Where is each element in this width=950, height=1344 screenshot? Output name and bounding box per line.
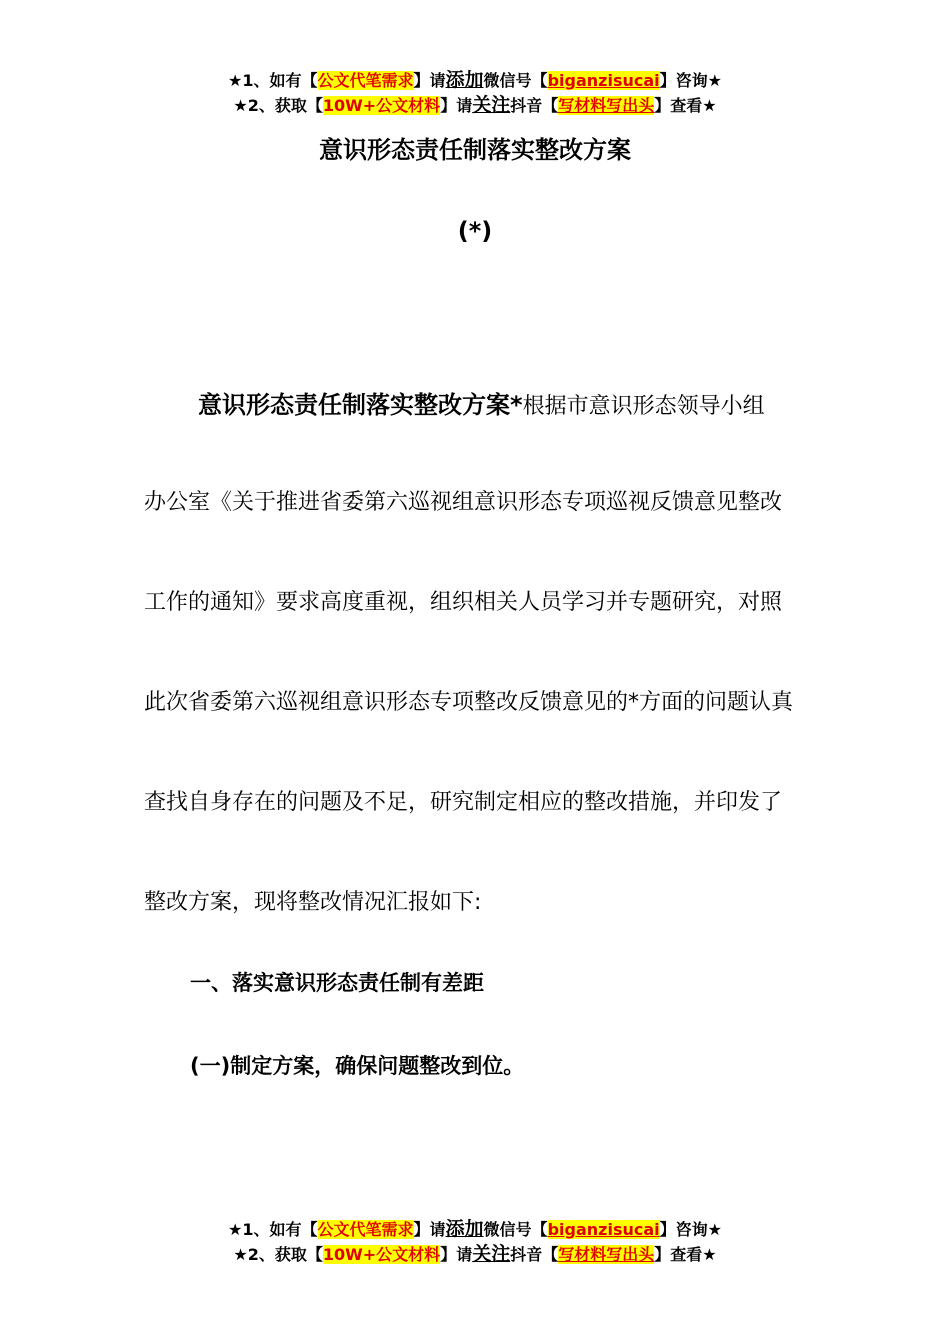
banner-line-1	[0, 1217, 950, 1242]
top-banner	[0, 68, 950, 118]
paragraph-line: 办公室《关于推进省委第六巡视组意识形态专项巡视反馈意见整改	[144, 490, 783, 515]
service-highlight: 公文代笔需求	[317, 1220, 414, 1239]
document-subtitle: (*)	[457, 217, 493, 245]
paragraph-line: 查找自身存在的问题及不足，研究制定相应的整改措施，并印发了	[144, 790, 783, 815]
service-highlight: 公文代笔需求	[317, 71, 414, 90]
section-heading: 一、落实意识形态责任制有差距	[190, 971, 484, 995]
emphasis-word: 关注	[472, 94, 511, 116]
paragraph-line: 整改方案，现将整改情况汇报如下:	[144, 890, 482, 915]
banner-line-1	[0, 68, 950, 93]
banner-text: 】咨询★	[659, 71, 722, 90]
banner-text: ★1、如有【	[228, 71, 318, 90]
material-highlight: 10W+公文材料	[322, 1245, 441, 1264]
banner-line-2	[0, 93, 950, 118]
banner-text: 抖音【	[510, 1245, 559, 1264]
subsection-heading: (一)制定方案，确保问题整改到位。	[190, 1054, 525, 1078]
banner-text: 】查看★	[654, 96, 717, 115]
banner-line-2	[0, 1242, 950, 1267]
banner-text: 】查看★	[654, 1245, 717, 1264]
paragraph-line: 此次省委第六巡视组意识形态专项整改反馈意见的*方面的问题认真	[144, 690, 794, 715]
emphasis-word: 关注	[472, 1243, 511, 1265]
banner-text: ★2、获取【	[233, 96, 323, 115]
paragraph-line	[198, 385, 765, 420]
banner-text: 微信号【	[483, 71, 548, 90]
douyin-id-highlight: 写材料写出头	[558, 96, 655, 115]
bottom-banner	[0, 1217, 950, 1267]
emphasis-word: 添加	[445, 69, 484, 91]
banner-text: 】请	[413, 1220, 446, 1239]
banner-text: 微信号【	[483, 1220, 548, 1239]
wechat-id-highlight: biganzisucai	[547, 1220, 660, 1239]
banner-text: 】请	[440, 1245, 473, 1264]
douyin-id-highlight: 写材料写出头	[558, 1245, 655, 1264]
paragraph-line: 工作的通知》要求高度重视，组织相关人员学习并专题研究，对照	[144, 590, 783, 615]
wechat-id-highlight: biganzisucai	[547, 71, 660, 90]
banner-text: 】请	[440, 96, 473, 115]
banner-text: 】请	[413, 71, 446, 90]
document-title: 意识形态责任制落实整改方案	[319, 136, 631, 164]
banner-text: 抖音【	[510, 96, 559, 115]
banner-text: ★2、获取【	[233, 1245, 323, 1264]
paragraph-text: 根据市意识形态领导小组	[522, 394, 765, 419]
emphasis-word: 添加	[445, 1218, 484, 1240]
banner-text: ★1、如有【	[228, 1220, 318, 1239]
paragraph-lead: 意识形态责任制落实整改方案*	[198, 391, 523, 419]
material-highlight: 10W+公文材料	[322, 96, 441, 115]
banner-text: 】咨询★	[659, 1220, 722, 1239]
